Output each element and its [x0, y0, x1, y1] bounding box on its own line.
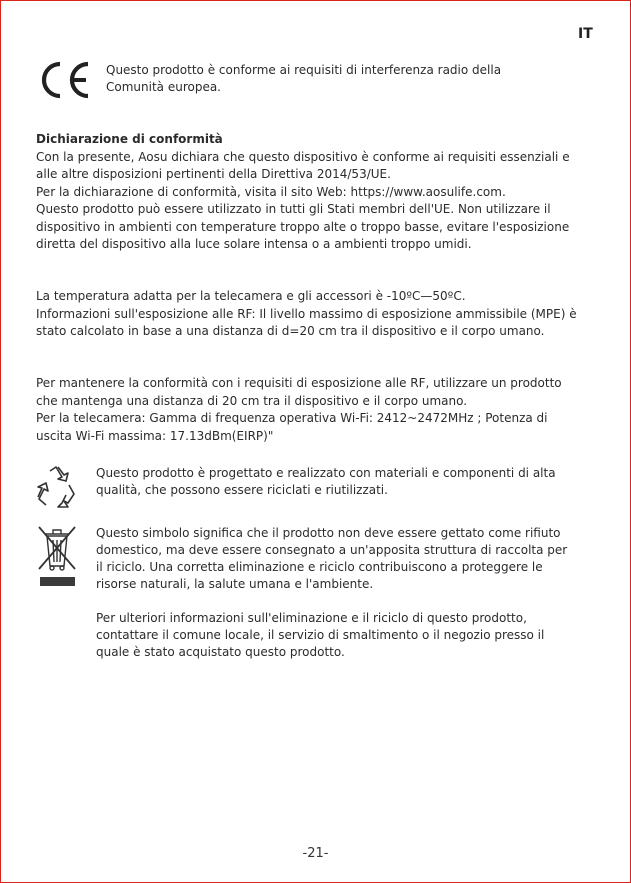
ce-mark-icon [36, 60, 92, 100]
crossed-out-bin-icon [36, 524, 78, 572]
weee-section [96, 525, 572, 661]
declaration-paragraph: Con la presente, Aosu dichiara che questo dispositivo è conforme ai requisiti essenziali e alle altre disposizioni pertinenti della Direttiva 2014/53/UE. [36, 149, 570, 181]
page-number: -21- [302, 846, 329, 861]
language-marker: IT [578, 26, 593, 42]
rf-compliance: Per mantenere la conformità con i requisiti di esposizione alle RF, utilizzare un prodotto che mantenga una distanza di 20 cm tra il dispositivo e il corpo umano. [36, 376, 562, 408]
declaration-heading: Dichiarazione di conformità [36, 132, 223, 146]
recycle-icon [36, 465, 76, 509]
wifi-specs: Per la telecamera: Gamma di frequenza operativa Wi-Fi: 2412~2472MHz ; Potenza di uscita Wi-Fi massima: 17.13dBm(EIRP)" [36, 411, 548, 443]
weee-contact-info: Per ulteriori informazioni sull'eliminazione e il riciclo di questo prodotto, contattare il comune locale, il servizio di smaltimento o il negozio presso il quale è stato acquistato questo prodotto. [96, 611, 545, 659]
declaration-usage: Questo prodotto può essere utilizzato in tutti gli Stati membri dell'UE. Non utilizzare il dispositivo in ambienti con temperature troppo alte o troppo basse, evitare l'esposizione diretta del dispositivo alla luce solare intensa o a ambienti troppo umidi. [36, 202, 570, 251]
temperature-section [36, 288, 584, 341]
declaration-website: Per la dichiarazione di conformità, visita il sito Web: https://www.aosulife.com. [36, 184, 506, 199]
rf-section [36, 375, 584, 445]
rf-exposure-info: Informazioni sull'esposizione alle RF: Il livello massimo di esposizione ammissibile (MPE) è stato calcolato in base a una distanza di d=20 cm tra il dispositivo e il corpo umano. [36, 306, 577, 338]
recycle-statement: Questo prodotto è progettato e realizzato con materiali e componenti di alta qualità, che possono essere riciclati e riutilizzati. [96, 466, 556, 497]
ce-statement: Questo prodotto è conforme ai requisiti di interferenza radio della Comunità europea. [106, 63, 502, 94]
temperature-range: La temperatura adatta per la telecamera e gli accessori è -10ºC—50ºC. [36, 289, 466, 303]
declaration-section [36, 131, 584, 254]
weee-bar [40, 577, 75, 586]
weee-statement: Questo simbolo significa che il prodotto non deve essere gettato come rifiuto domestico, ma deve essere consegnato a un'apposita struttura di raccolta per il riciclo. Una corretta eliminazione e riciclo contribuiscono a proteggere le risorse naturali, la salute umana e l'ambiente. [96, 526, 568, 591]
